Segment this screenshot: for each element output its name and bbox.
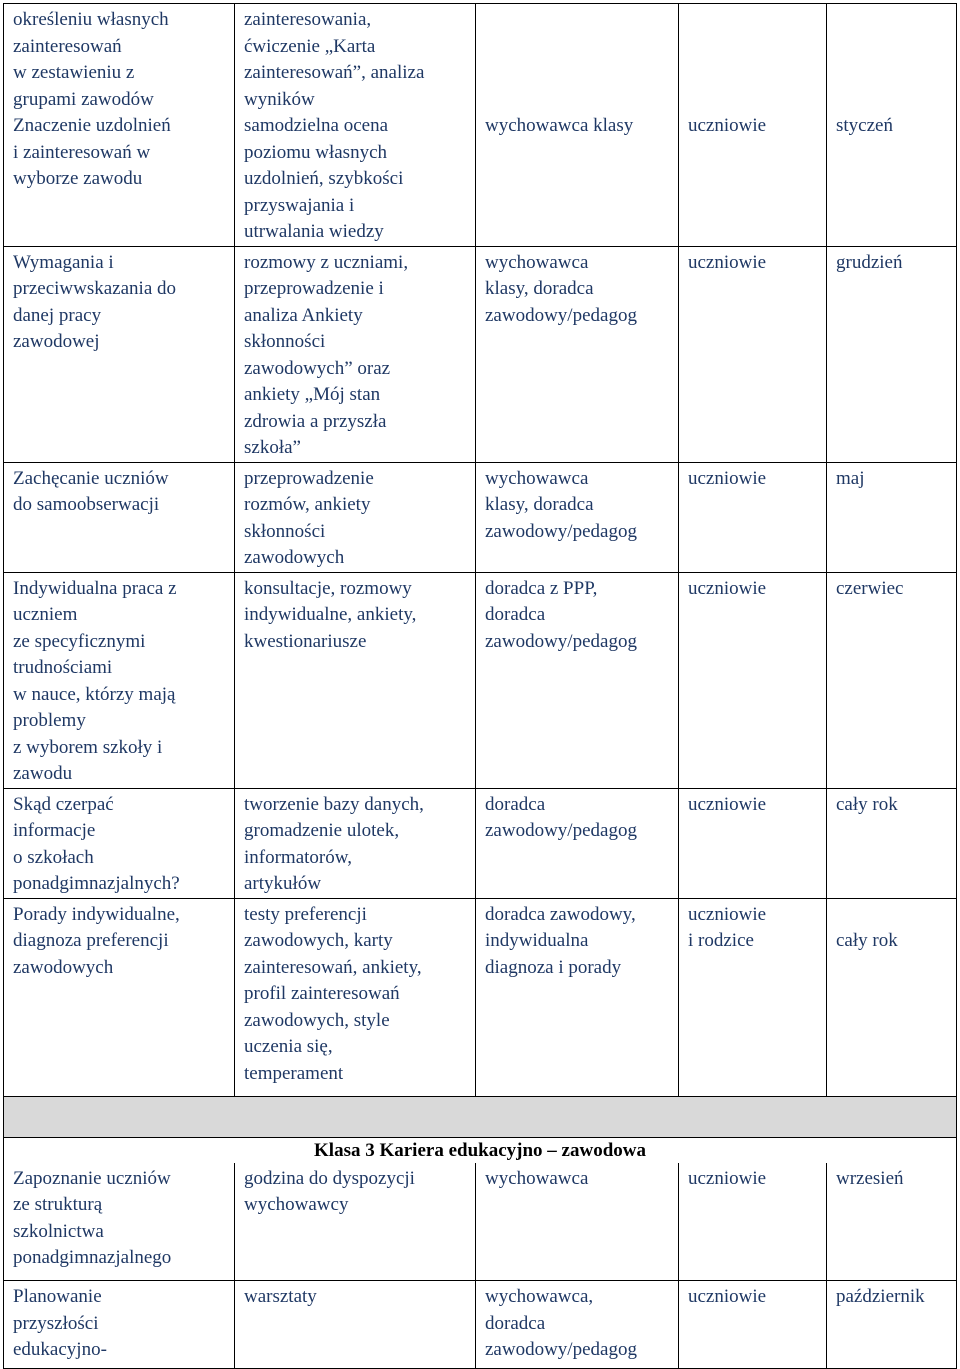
career-plan-table (3, 3, 957, 1369)
topic-cell (4, 1281, 235, 1369)
timing-cell-text: cały rok (836, 793, 898, 815)
target-cell (679, 898, 827, 1096)
table-row (4, 1281, 957, 1369)
topic-cell (4, 1163, 235, 1281)
responsible-cell (476, 4, 679, 247)
responsible-cell (476, 1281, 679, 1369)
section-heading: Klasa 3 Kariera edukacyjno – zawodowa (4, 1137, 957, 1163)
target-cell (679, 4, 827, 247)
topic-cell (4, 4, 235, 247)
table-row (4, 898, 957, 1096)
timing-cell (827, 898, 957, 1096)
responsible-cell-text: wychowawca (485, 1167, 589, 1189)
responsible-cell (476, 788, 679, 898)
target-cell-text: uczniowie (688, 793, 767, 815)
target-cell (679, 462, 827, 572)
form-cell-text: przeprowadzenie rozmów, ankiety skłonności zawodowych (244, 467, 374, 568)
responsible-cell (476, 572, 679, 788)
responsible-cell-text: wychowawca klasy, doradca zawodowy/pedagog (485, 467, 637, 542)
table-row (4, 788, 957, 898)
table-row (4, 572, 957, 788)
responsible-cell-text: doradca zawodowy/pedagog (485, 793, 637, 841)
topic-cell-text: Zachęcanie uczniów do samoobserwacji (13, 467, 169, 515)
table-row (4, 462, 957, 572)
timing-cell (827, 572, 957, 788)
form-cell-text: godzina do dyspozycji wychowawcy (244, 1167, 415, 1215)
target-cell-text: uczniowie (688, 1286, 767, 1307)
form-cell (235, 898, 476, 1096)
target-cell (679, 572, 827, 788)
timing-cell-text: grudzień (836, 251, 903, 273)
form-cell (235, 1281, 476, 1369)
timing-cell-text: wrzesień (836, 1167, 904, 1189)
topic-cell (4, 572, 235, 788)
timing-cell-text: styczeń (836, 115, 893, 136)
target-cell (679, 1163, 827, 1281)
target-cell-text: uczniowie (688, 251, 767, 273)
topic-cell-text: Zapoznanie uczniów ze strukturą szkolnictwa ponadgimnazjalnego (13, 1167, 172, 1268)
section-band (4, 1096, 957, 1137)
target-cell-text: uczniowie (688, 115, 767, 136)
form-cell (235, 462, 476, 572)
topic-cell (4, 462, 235, 572)
form-cell-text: zainteresowania, ćwiczenie „Karta zainteresowań”, analiza wyników (244, 9, 425, 110)
topic-cell (4, 246, 235, 462)
section-heading-row (4, 1137, 957, 1163)
form-cell (235, 572, 476, 788)
timing-cell (827, 1163, 957, 1281)
topic-cell-text: Znaczenie uzdolnień i zainteresowań w wyborze zawodu (13, 115, 171, 189)
form-cell-text: testy preferencji zawodowych, karty zainteresowań, ankiety, profil zainteresowań zawodowych, style uczenia się, temperament (244, 903, 422, 1084)
form-cell-text: tworzenie bazy danych, gromadzenie ulotek, informatorów, artykułów (244, 793, 424, 894)
form-cell-text: warsztaty (244, 1286, 317, 1307)
form-cell (235, 246, 476, 462)
topic-cell-text: Wymagania i przeciwwskazania do danej pracy zawodowej (13, 251, 177, 352)
topic-cell-text: Skąd czerpać informacje o szkołach ponadgimnazjalnych? (13, 793, 180, 894)
target-cell-text: uczniowie (688, 1167, 767, 1189)
target-cell-text: uczniowie i rodzice (688, 903, 767, 951)
timing-cell-text: cały rok (836, 930, 898, 951)
target-cell-text: uczniowie (688, 577, 767, 599)
target-cell (679, 246, 827, 462)
target-cell (679, 788, 827, 898)
responsible-cell-text: doradca z PPP, doradca zawodowy/pedagog (485, 577, 637, 652)
form-cell-text: rozmowy z uczniami, przeprowadzenie i analiza Ankiety skłonności zawodowych” oraz ankiety „Mój stan zdrowia a przyszła szkoła” (244, 251, 409, 458)
topic-cell-text: Porady indywidualne, diagnoza preferencji zawodowych (13, 903, 180, 978)
table-body (4, 4, 957, 1369)
section-band-row (4, 1096, 957, 1137)
responsible-cell (476, 898, 679, 1096)
responsible-cell (476, 1163, 679, 1281)
target-cell (679, 1281, 827, 1369)
timing-cell (827, 1281, 957, 1369)
topic-cell-text: określeniu własnych zainteresowań w zestawieniu z grupami zawodów (13, 9, 169, 110)
timing-cell (827, 788, 957, 898)
timing-cell (827, 462, 957, 572)
responsible-cell (476, 462, 679, 572)
table-row (4, 1163, 957, 1281)
responsible-cell-text: wychowawca klasy, doradca zawodowy/pedagog (485, 251, 637, 326)
topic-cell (4, 898, 235, 1096)
topic-cell-text: Indywidualna praca z uczniem ze specyficznymi trudnościami w nauce, którzy mają problemy z wyborem szkoły i zawodu (13, 577, 177, 784)
topic-cell (4, 788, 235, 898)
form-cell-text: samodzielna ocena poziomu własnych uzdolnień, szybkości przyswajania i utrwalania wiedzy (244, 115, 404, 242)
timing-cell-text: październik (836, 1286, 925, 1307)
table-row (4, 246, 957, 462)
responsible-cell-text: wychowawca klasy (485, 115, 634, 136)
timing-cell-text: maj (836, 467, 865, 489)
responsible-cell (476, 246, 679, 462)
form-cell (235, 788, 476, 898)
timing-cell-text: czerwiec (836, 577, 904, 599)
form-cell (235, 1163, 476, 1281)
timing-cell (827, 246, 957, 462)
table-row (4, 4, 957, 247)
target-cell-text: uczniowie (688, 467, 767, 489)
timing-cell (827, 4, 957, 247)
responsible-cell-text: doradca zawodowy, indywidualna diagnoza i porady (485, 903, 636, 978)
topic-cell-text: Planowanie przyszłości edukacyjno- (13, 1286, 107, 1360)
responsible-cell-text: wychowawca, doradca zawodowy/pedagog (485, 1286, 637, 1360)
form-cell (235, 4, 476, 247)
form-cell-text: konsultacje, rozmowy indywidualne, ankiety, kwestionariusze (244, 577, 417, 652)
